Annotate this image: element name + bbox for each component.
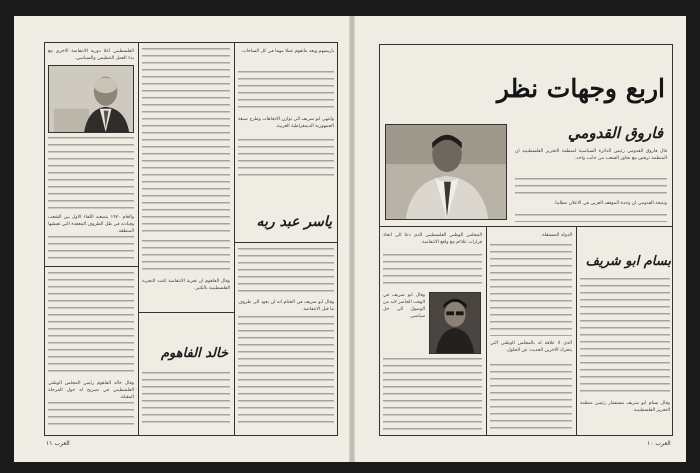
body-text-block: [580, 278, 670, 396]
column-divider: [138, 42, 139, 436]
article-paragraph: المجلس الوطني الفلسطيني الذي دعا الى اتخاذ قرارات تتلاءم مع واقع الانتفاضة.: [383, 233, 482, 245]
page-number: العرب ١٠: [647, 440, 671, 447]
column-divider: [234, 42, 235, 436]
article-paragraph: وقال خالد الفاهوم رئيس المجلس الوطني الفلسطيني في تصريح له حول المرحلة المقبلة.: [48, 381, 134, 400]
column-divider: [576, 226, 577, 436]
body-text-block: [383, 254, 482, 288]
body-text-block: [238, 248, 334, 296]
article-paragraph: الدولة المستقلة.: [540, 233, 572, 238]
left-page: [14, 16, 349, 462]
article-paragraph: باريسهم وبعد ماتقوم عملا مهما في كل الساحات.: [240, 49, 334, 54]
section-divider: [379, 226, 673, 227]
body-text-block: [515, 214, 667, 222]
article-paragraph: قال فاروق القدومي رئيس الدائرة السياسية لمنظمة التحرير الفلسطينية ان المنظمة ترفض مع تجاوز الشعب من جانب واحد.: [515, 149, 667, 161]
body-text-block: [515, 178, 667, 198]
page-number: العرب ١١: [46, 440, 70, 447]
body-text-block: [490, 364, 572, 430]
speaker-name: فاروق القدومي: [567, 124, 663, 142]
article-paragraph: وقال بسام ابو شريف مستشار رئيس منظمة التحرير الفلسطينية.: [580, 401, 670, 413]
section-divider: [234, 242, 338, 243]
speaker-name: ياسر عبد ربه: [256, 214, 332, 230]
right-page: [355, 16, 686, 462]
article-paragraph: وقال الفاهوم ان تجربة الانتفاضة اغنت التجربة الفلسطينية بالكثير.: [142, 279, 230, 291]
body-text-block: [238, 139, 334, 179]
body-text-block: [48, 402, 134, 428]
magazine-spread: [14, 16, 686, 462]
article-paragraph: وانتهى ابو شريف الى توازن الاتجاهات وطرح صيغة الجمهورية الديمقراطية العربية.: [238, 117, 334, 129]
body-text-block: [490, 244, 572, 336]
article-paragraph: ونتيجة القدومي ان وحدة الموقف العربي في الاعلان مطلبنا.: [553, 201, 667, 206]
column-divider: [486, 226, 487, 436]
body-text-block: [48, 236, 134, 262]
body-text-block: [48, 272, 134, 376]
article-paragraph: والعام ١٩٧٠ بتصعيد اللقاء الاول بين الشعب وقيادته في ظل الظروف المعقدة التي تعيشها المنطقة.: [48, 215, 134, 234]
section-divider: [44, 266, 138, 267]
portrait-photo: [429, 292, 481, 354]
page-headline: اربع وجهات نظر: [496, 74, 665, 103]
portrait-photo: [48, 65, 134, 133]
article-paragraph: الذي لا علاقة له بالمجلس الوطني التي يتحرك الاخرين الحديث عن الحلول.: [490, 341, 572, 353]
body-text-block: [383, 358, 482, 430]
portrait-photo: [385, 124, 507, 220]
body-text-block: [142, 48, 230, 236]
speaker-name: خالد الفاهوم: [160, 346, 228, 361]
body-text-block: [142, 372, 230, 428]
article-paragraph: وقال ابو شريف في الوقت الحاضر لابد من الوصول الى حل سياسي.: [383, 293, 425, 319]
body-text-block: [238, 71, 334, 111]
body-text-block: [48, 137, 134, 211]
body-text-block: [142, 240, 230, 274]
article-paragraph: الفلسطيني أعلا دورية الانتفاضة الاخرى مع بدء العمل التنظيمي والسياسي.: [48, 49, 134, 61]
article-paragraph: وقال ابو شريف في الختام انه لن يعود الى ظروف ما قبل الانتفاضة.: [238, 300, 334, 312]
body-text-block: [238, 316, 334, 428]
section-divider: [138, 312, 234, 313]
speaker-name: بسام ابو شريف: [585, 254, 671, 269]
